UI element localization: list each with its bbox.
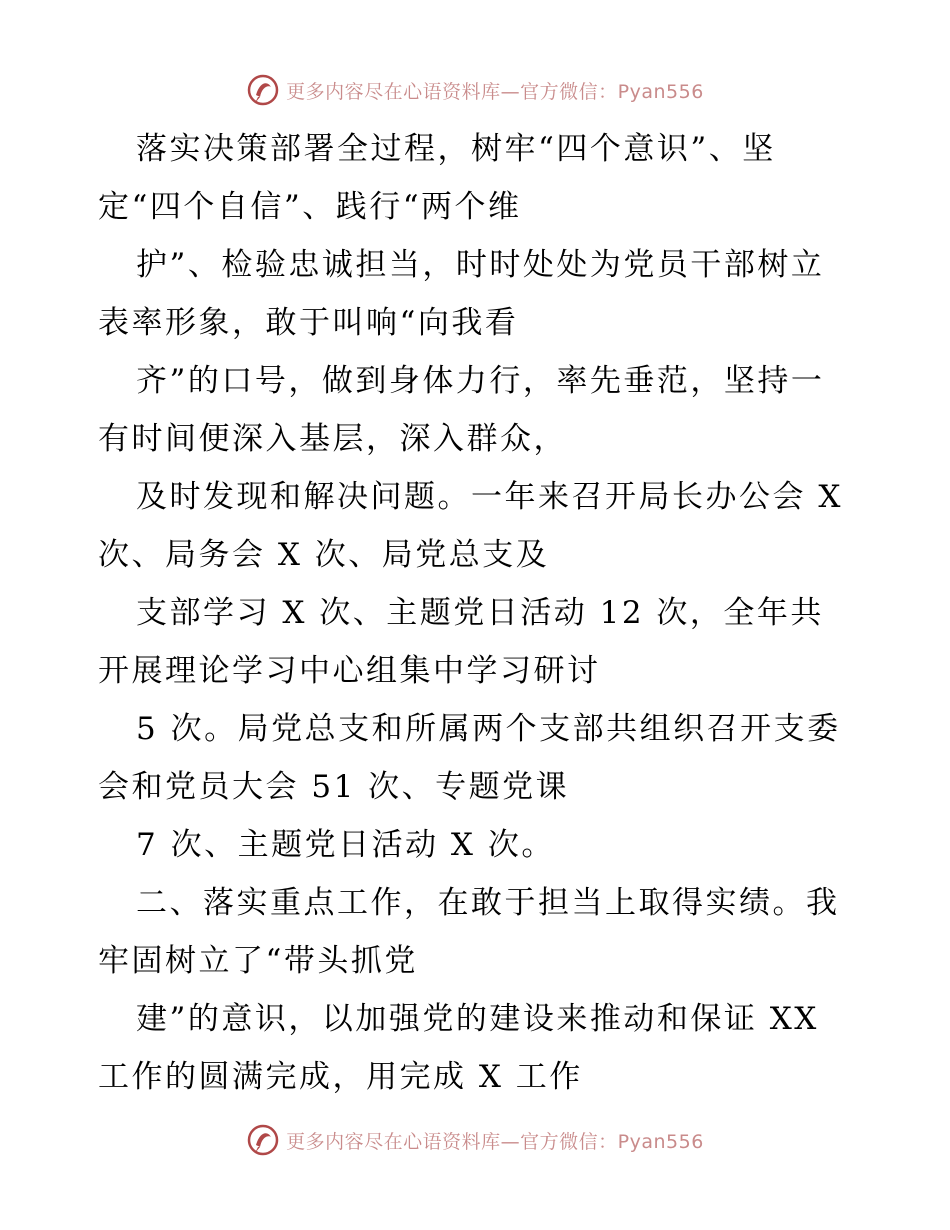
header-watermark	[0, 70, 950, 110]
text-line: 工作的圆满完成，用完成 X 工作	[98, 1059, 583, 1095]
footer-watermark	[0, 1120, 950, 1160]
ribbon-logo-icon	[246, 73, 280, 107]
document-body	[98, 120, 858, 1106]
text-line: 会和党员大会 51 次、专题党课	[98, 769, 570, 805]
text-line: 表率形象，敢于叫响“向我看	[98, 305, 519, 341]
text-line: 支部学习 X 次、主题党日活动 12 次，全年共	[136, 595, 824, 631]
text-line: 7 次、主题党日活动 X 次。	[136, 827, 555, 863]
text-line: 建”的意识，以加强党的建设来推动和保证 XX	[136, 1001, 819, 1037]
watermark-text: 更多内容尽在心语资料库—官方微信：Pyan556	[286, 80, 704, 103]
text-line: 有时间便深入基层，深入群众，	[98, 421, 567, 457]
text-line: 5 次。局党总支和所属两个支部共组织召开支委	[136, 711, 841, 747]
text-line: 齐”的口号，做到身体力行，率先垂范，坚持一	[136, 363, 825, 399]
text-line: 及时发现和解决问题。一年来召开局长办公会 X	[136, 479, 843, 515]
text-line: 护”、检验忠诚担当，时时处处为党员干部树立	[136, 247, 825, 283]
ribbon-logo-icon	[246, 1123, 280, 1157]
text-line: 落实决策部署全过程，树牢“四个意识”、坚	[136, 131, 776, 167]
text-line: 定“四个自信”、践行“两个维	[98, 189, 522, 225]
watermark-text: 更多内容尽在心语资料库—官方微信：Pyan556	[286, 1130, 704, 1153]
text-line: 二、落实重点工作，在敢于担当上取得实绩。我	[136, 885, 840, 921]
text-line: 次、局务会 X 次、局党总支及	[98, 537, 550, 573]
text-line: 开展理论学习中心组集中学习研讨	[98, 653, 601, 689]
text-line: 牢固树立了“带头抓党	[98, 943, 418, 979]
